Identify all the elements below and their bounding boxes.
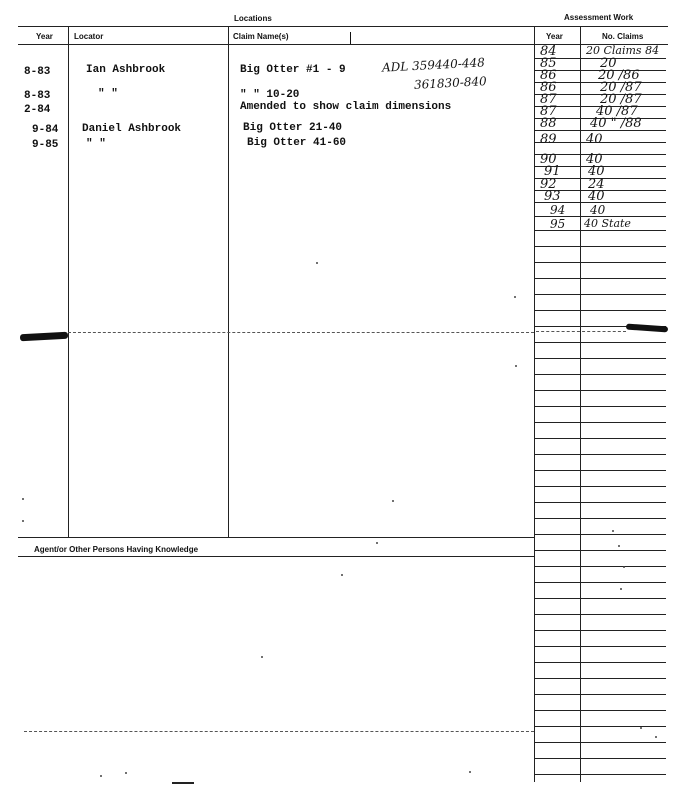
fold-line-right [536, 331, 626, 332]
year-column-header: Year [36, 32, 53, 41]
assessment-work-header: Assessment Work [564, 13, 634, 22]
location-year: 8-83 [24, 66, 51, 78]
locations-bottom-rule [18, 537, 534, 538]
aw-year: 86 [540, 68, 557, 83]
aw-year: 87 [540, 92, 557, 107]
adl-note-line1: ADL 359440-448 [381, 55, 486, 75]
adl-note-line2: 361830-840 [413, 74, 488, 92]
speck [612, 530, 614, 532]
aw-year-column-header: Year [546, 32, 563, 41]
aw-year: 95 [550, 217, 566, 231]
aw-claims: 20 Claims 84 [586, 44, 660, 57]
location-claim: " " 10-20 [240, 89, 300, 101]
speck [341, 574, 343, 576]
speck [316, 262, 318, 264]
speck [22, 498, 24, 500]
aw-year: 90 [540, 152, 557, 167]
aw-claims: 20 [600, 56, 617, 71]
aw-claims: 40 [586, 132, 603, 147]
right-ink-mark [626, 324, 668, 333]
assessment-left-border [534, 27, 535, 782]
speck [640, 727, 642, 729]
aw-year: 84 [540, 44, 557, 59]
left-ink-mark [20, 332, 68, 342]
speck [618, 545, 620, 547]
fold-line [68, 332, 534, 333]
location-locator: Ian Ashbrook [86, 64, 166, 76]
location-year: 2-84 [24, 104, 51, 116]
speck [515, 365, 517, 367]
speck [100, 775, 102, 777]
aw-claims: 40 State [584, 217, 631, 230]
speck [655, 736, 657, 738]
location-claim: Amended to show claim dimensions [240, 101, 452, 113]
speck [22, 520, 24, 522]
aw-claims: 40 [588, 189, 605, 204]
claim-names-column-header: Claim Name(s) [233, 32, 289, 41]
speck [392, 500, 394, 502]
aw-year: 92 [540, 177, 557, 192]
aw-year: 93 [544, 189, 561, 204]
location-year: 9-85 [32, 139, 59, 151]
aw-claims: 20 /87 [600, 80, 642, 95]
no-claims-column-header: No. Claims [602, 32, 644, 41]
aw-claims: 20 /87 [600, 92, 642, 107]
aw-year: 91 [544, 164, 561, 179]
speck [261, 656, 263, 658]
locator-column-divider [68, 27, 69, 537]
location-locator: " " [98, 88, 118, 100]
location-claim: Big Otter 21-40 [243, 122, 343, 134]
aw-year: 88 [540, 116, 557, 131]
speck [623, 566, 625, 568]
assessment-mid-divider [580, 27, 581, 782]
aw-claims: 40 [586, 152, 603, 167]
aw-claims: 40 " /88 [590, 116, 642, 131]
bottom-mark [172, 782, 194, 784]
top-rule [18, 26, 668, 27]
bottom-fold-line [24, 731, 534, 732]
aw-claims: 24 [588, 177, 605, 192]
speck [514, 296, 516, 298]
aw-year: 86 [540, 80, 557, 95]
aw-year: 87 [540, 104, 557, 119]
speck [620, 588, 622, 590]
speck [469, 771, 471, 773]
locations-header: Locations [234, 14, 272, 23]
agent-header-rule [18, 556, 534, 557]
aw-claims: 40 [588, 164, 605, 179]
speck [376, 542, 378, 544]
location-claim: Big Otter 41-60 [247, 137, 347, 149]
location-locator: " " [86, 138, 106, 150]
location-year: 8-83 [24, 90, 51, 102]
location-claim: Big Otter #1 - 9 [240, 64, 346, 76]
aw-claims: 40 [590, 203, 606, 217]
aw-year: 94 [550, 203, 566, 217]
aw-claims: 20 /86 [598, 68, 640, 83]
aw-year: 85 [540, 56, 557, 71]
header-rule [18, 44, 668, 45]
agent-section-header: Agent/or Other Persons Having Knowledge [34, 545, 199, 554]
aw-year: 89 [540, 132, 557, 147]
cursor-mark [350, 32, 351, 44]
locator-column-header: Locator [74, 32, 104, 41]
location-locator: Daniel Ashbrook [82, 123, 182, 135]
aw-claims: 40 /87 [596, 104, 638, 119]
speck [125, 772, 127, 774]
location-year: 9-84 [32, 124, 59, 136]
claim-column-divider [228, 27, 229, 537]
